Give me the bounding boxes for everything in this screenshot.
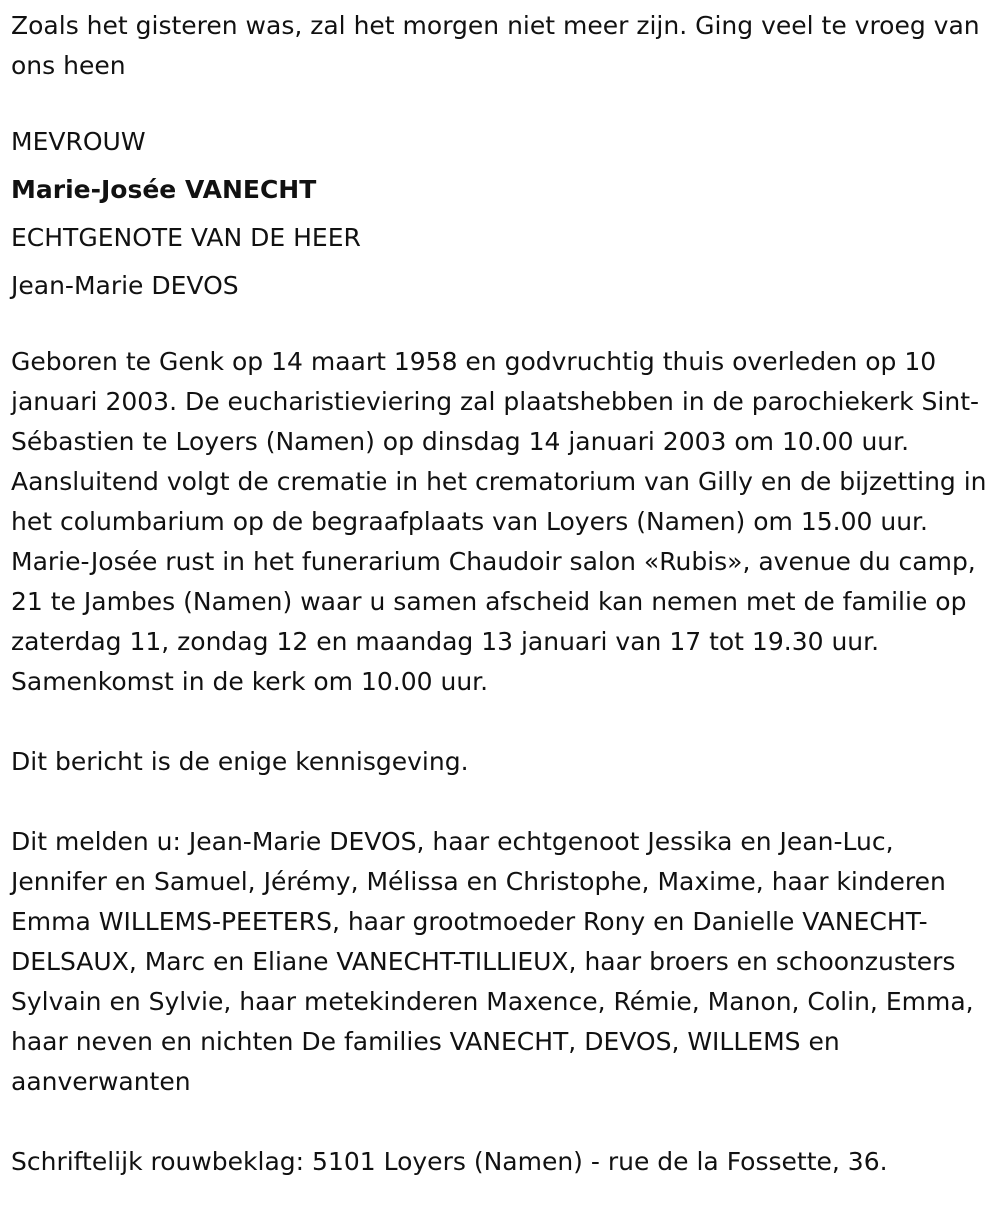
spacer	[11, 86, 988, 118]
motto-text: Zoals het gisteren was, zal het morgen niet meer zijn. Ging veel te vroeg van ons heen	[11, 11, 980, 80]
relation-label: ECHTGENOTE VAN DE HEER	[11, 223, 361, 252]
spacer	[11, 702, 988, 742]
only-notice-text: Dit bericht is de enige kennisgeving.	[11, 747, 469, 776]
deceased-name: Marie-Josée VANECHT	[11, 175, 317, 204]
title-prefix: MEVROUW	[11, 127, 146, 156]
condolence-address: Schriftelijk rouwbeklag: 5101 Loyers (Namen) - rue de la Fossette, 36.	[11, 1147, 888, 1176]
announcers-text: Dit melden u: Jean-Marie DEVOS, haar echtgenoot Jessika en Jean-Luc, Jennifer en Samuel, Jérémy, Mélissa en Christophe, Maxime, haar kinderen Emma WILLEMS-PEETERS, haar grootmoeder Rony en Danielle VANECHT-DELSAUX, Marc en Eliane VANECHT-TILLIEUX, haar broers en schoonzusters Sylvain en Sylvie, haar metekinderen Maxence, Rémie, Manon, Colin, Emma, haar neven en nichten De families VANECHT, DEVOS, WILLEMS en aanverwanten	[11, 827, 974, 1096]
spacer	[11, 782, 988, 822]
notice-body: Geboren te Genk op 14 maart 1958 en godvruchtig thuis overleden op 10 januari 2003. De eucharistieviering zal plaatshebben in de parochiekerk Sint-Sébastien te Loyers (Namen) op dinsdag 14 januari 2003 om 10.00 uur. Aansluitend volgt de crematie in het crematorium van Gilly en de bijzetting in het columbarium op de begraafplaats van Loyers (Namen) om 15.00 uur. Marie-Josée rust in het funerarium Chaudoir salon «Rubis», avenue du camp, 21 te Jambes (Namen) waar u samen afscheid kan nemen met de familie op zaterdag 11, zondag 12 en maandag 13 januari van 17 tot 19.30 uur. Samenkomst in de kerk om 10.00 uur.	[11, 347, 987, 696]
spouse-name: Jean-Marie DEVOS	[11, 271, 239, 300]
spacer	[11, 310, 988, 342]
spacer	[11, 1102, 988, 1142]
